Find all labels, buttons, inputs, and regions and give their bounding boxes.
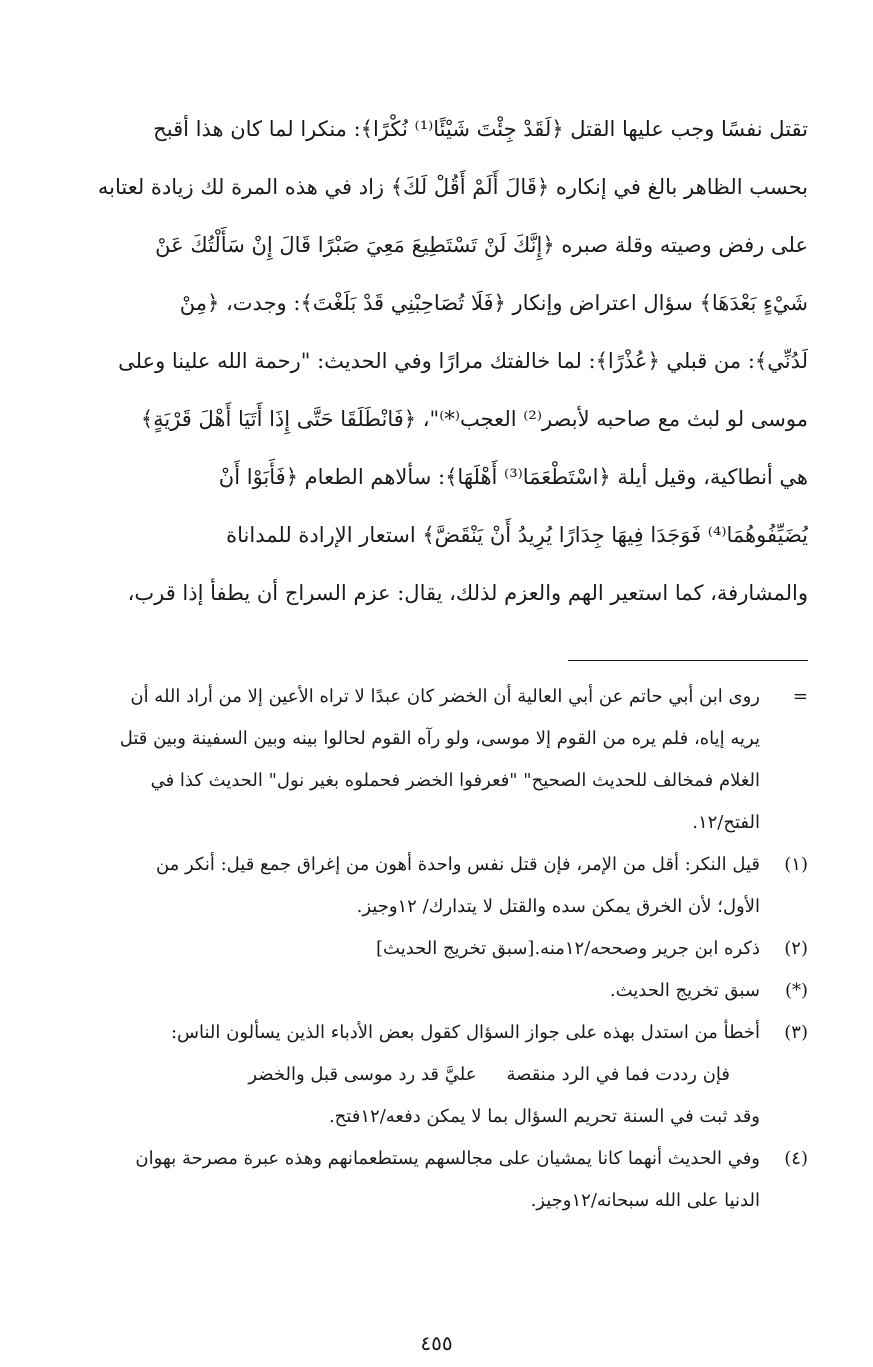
footnote-line: وقد ثبت في السنة تحريم السؤال بما لا يمكن دفعه/١٢فتح. (328, 1106, 760, 1127)
main-text-line: موسى لو لبث مع صاحبه لأبصر⁽²⁾ العجب⁽*⁾"، ﴿فَانْطَلَقَا حَتَّى إِذَا أَتَيَا أَهْلَ قَرْيَةٍ﴾ (140, 407, 808, 431)
main-text-line: شَيْءٍ بَعْدَهَا﴾ سؤال اعتراض وإنكار ﴿فَلَا تُصَاحِبْنِي قَدْ بَلَغْتَ﴾: وجدت، ﴿مِنْ (179, 291, 808, 315)
footnote-line: الفتح/١٢. (692, 812, 760, 833)
footnote-marker: (٢) (784, 938, 808, 959)
footnote-4 (63, 1138, 808, 1222)
footnote-line: الغلام فمخالف للحديث الصحيح" "فعرفوا الخضر فحملوه بغير نول" الحديث كذا في (150, 770, 760, 791)
poem-second-hemistich: عليَّ قد رد موسى قبل والخضر (248, 1064, 477, 1085)
footnote-1 (63, 844, 808, 928)
footnote-star (63, 970, 808, 1012)
footnote-line: وفي الحديث أنهما كانا يمشيان على مجالسهم يستطعمانهم وهذه عبرة مصرحة بهوان (135, 1148, 760, 1169)
page-number: ٤٥٥ (420, 1331, 453, 1355)
footnote-continuation (63, 676, 808, 844)
footnote-line: أخطأ من استدل بهذه على جواز السؤال كقول بعض الأدباء الذين يسألون الناس: (170, 1022, 760, 1043)
footnote-marker: (١) (784, 854, 808, 875)
main-text-line: بحسب الظاهر بالغ في إنكاره ﴿قَالَ أَلَمْ أَقُلْ لَكَ﴾ زاد في هذه المرة لك زيادة لعتابه (97, 175, 808, 199)
footnote-line: الدنيا على الله سبحانه/١٢وجيز. (530, 1190, 760, 1211)
footnote-line: روى ابن أبي حاتم عن أبي العالية أن الخضر كان عبدًا لا تراه الأعين إلا من أراد الله أن (130, 686, 760, 707)
poem-verse (63, 1054, 760, 1096)
main-text-line: يُضَيِّفُوهُمَا⁽⁴⁾ فَوَجَدَا فِيهَا جِدَارًا يُرِيدُ أَنْ يَنْقَضَّ﴾ استعار الإرادة للمداناة (226, 523, 808, 547)
footnote-line: الأول؛ لأن الخرق يمكن سده والقتل لا يتدارك/ ١٢وجيز. (356, 896, 760, 917)
footnote-marker: (٤) (784, 1148, 808, 1169)
footnote-marker: (٣) (784, 1022, 808, 1043)
footnote-marker: = (792, 686, 808, 707)
footnote-line: يريه إياه، فلم يره من القوم إلا موسى، ولو رآه القوم لحالوا بينه وبين السفينة وبين قتل (119, 728, 760, 749)
main-text-line: لَدُنِّي﴾: من قبلي ﴿عُذْرًا﴾: لما خالفتك مرارًا وفي الحديث: "رحمة الله علينا وعلى (118, 349, 808, 373)
main-text-line: تقتل نفسًا وجب عليها القتل ﴿لَقَدْ جِئْتَ شَيْئًا⁽¹⁾ نُكْرًا﴾: منكرا لما كان هذا أقبح (153, 117, 808, 141)
footnote-separator (568, 660, 808, 661)
main-commentary-text (63, 100, 808, 622)
poem-first-hemistich: فإن رددت فما في الرد منقصة (506, 1064, 730, 1085)
main-text-line: على رفض وصيته وقلة صبره ﴿إِنَّكَ لَنْ تَسْتَطِيعَ مَعِيَ صَبْرًا قَالَ إِنْ سَأَلْتُكَ عَنْ (155, 233, 808, 257)
footnote-line: سبق تخريج الحديث. (609, 980, 760, 1001)
footnote-3 (63, 1012, 808, 1138)
main-text-line: والمشارفة، كما استعير الهم والعزم لذلك، يقال: عزم السراج أن يطفأ إذا قرب، (127, 581, 808, 605)
footnote-2 (63, 928, 808, 970)
footnotes-section (63, 676, 808, 1222)
footnote-line: ذكره ابن جرير وصححه/١٢منه.[سبق تخريج الحديث] (376, 938, 760, 959)
main-text-line: هي أنطاكية، وقيل أيلة ﴿اسْتَطْعَمَا⁽³⁾ أَهْلَهَا﴾: سألاهم الطعام ﴿فَأَبَوْا أَنْ (218, 465, 808, 489)
footnote-marker: (*) (784, 980, 808, 1001)
footnote-line: قيل النكر: أقل من الإمر، فإن قتل نفس واحدة أهون من إغراق جمع قيل: أنكر من (155, 854, 760, 875)
